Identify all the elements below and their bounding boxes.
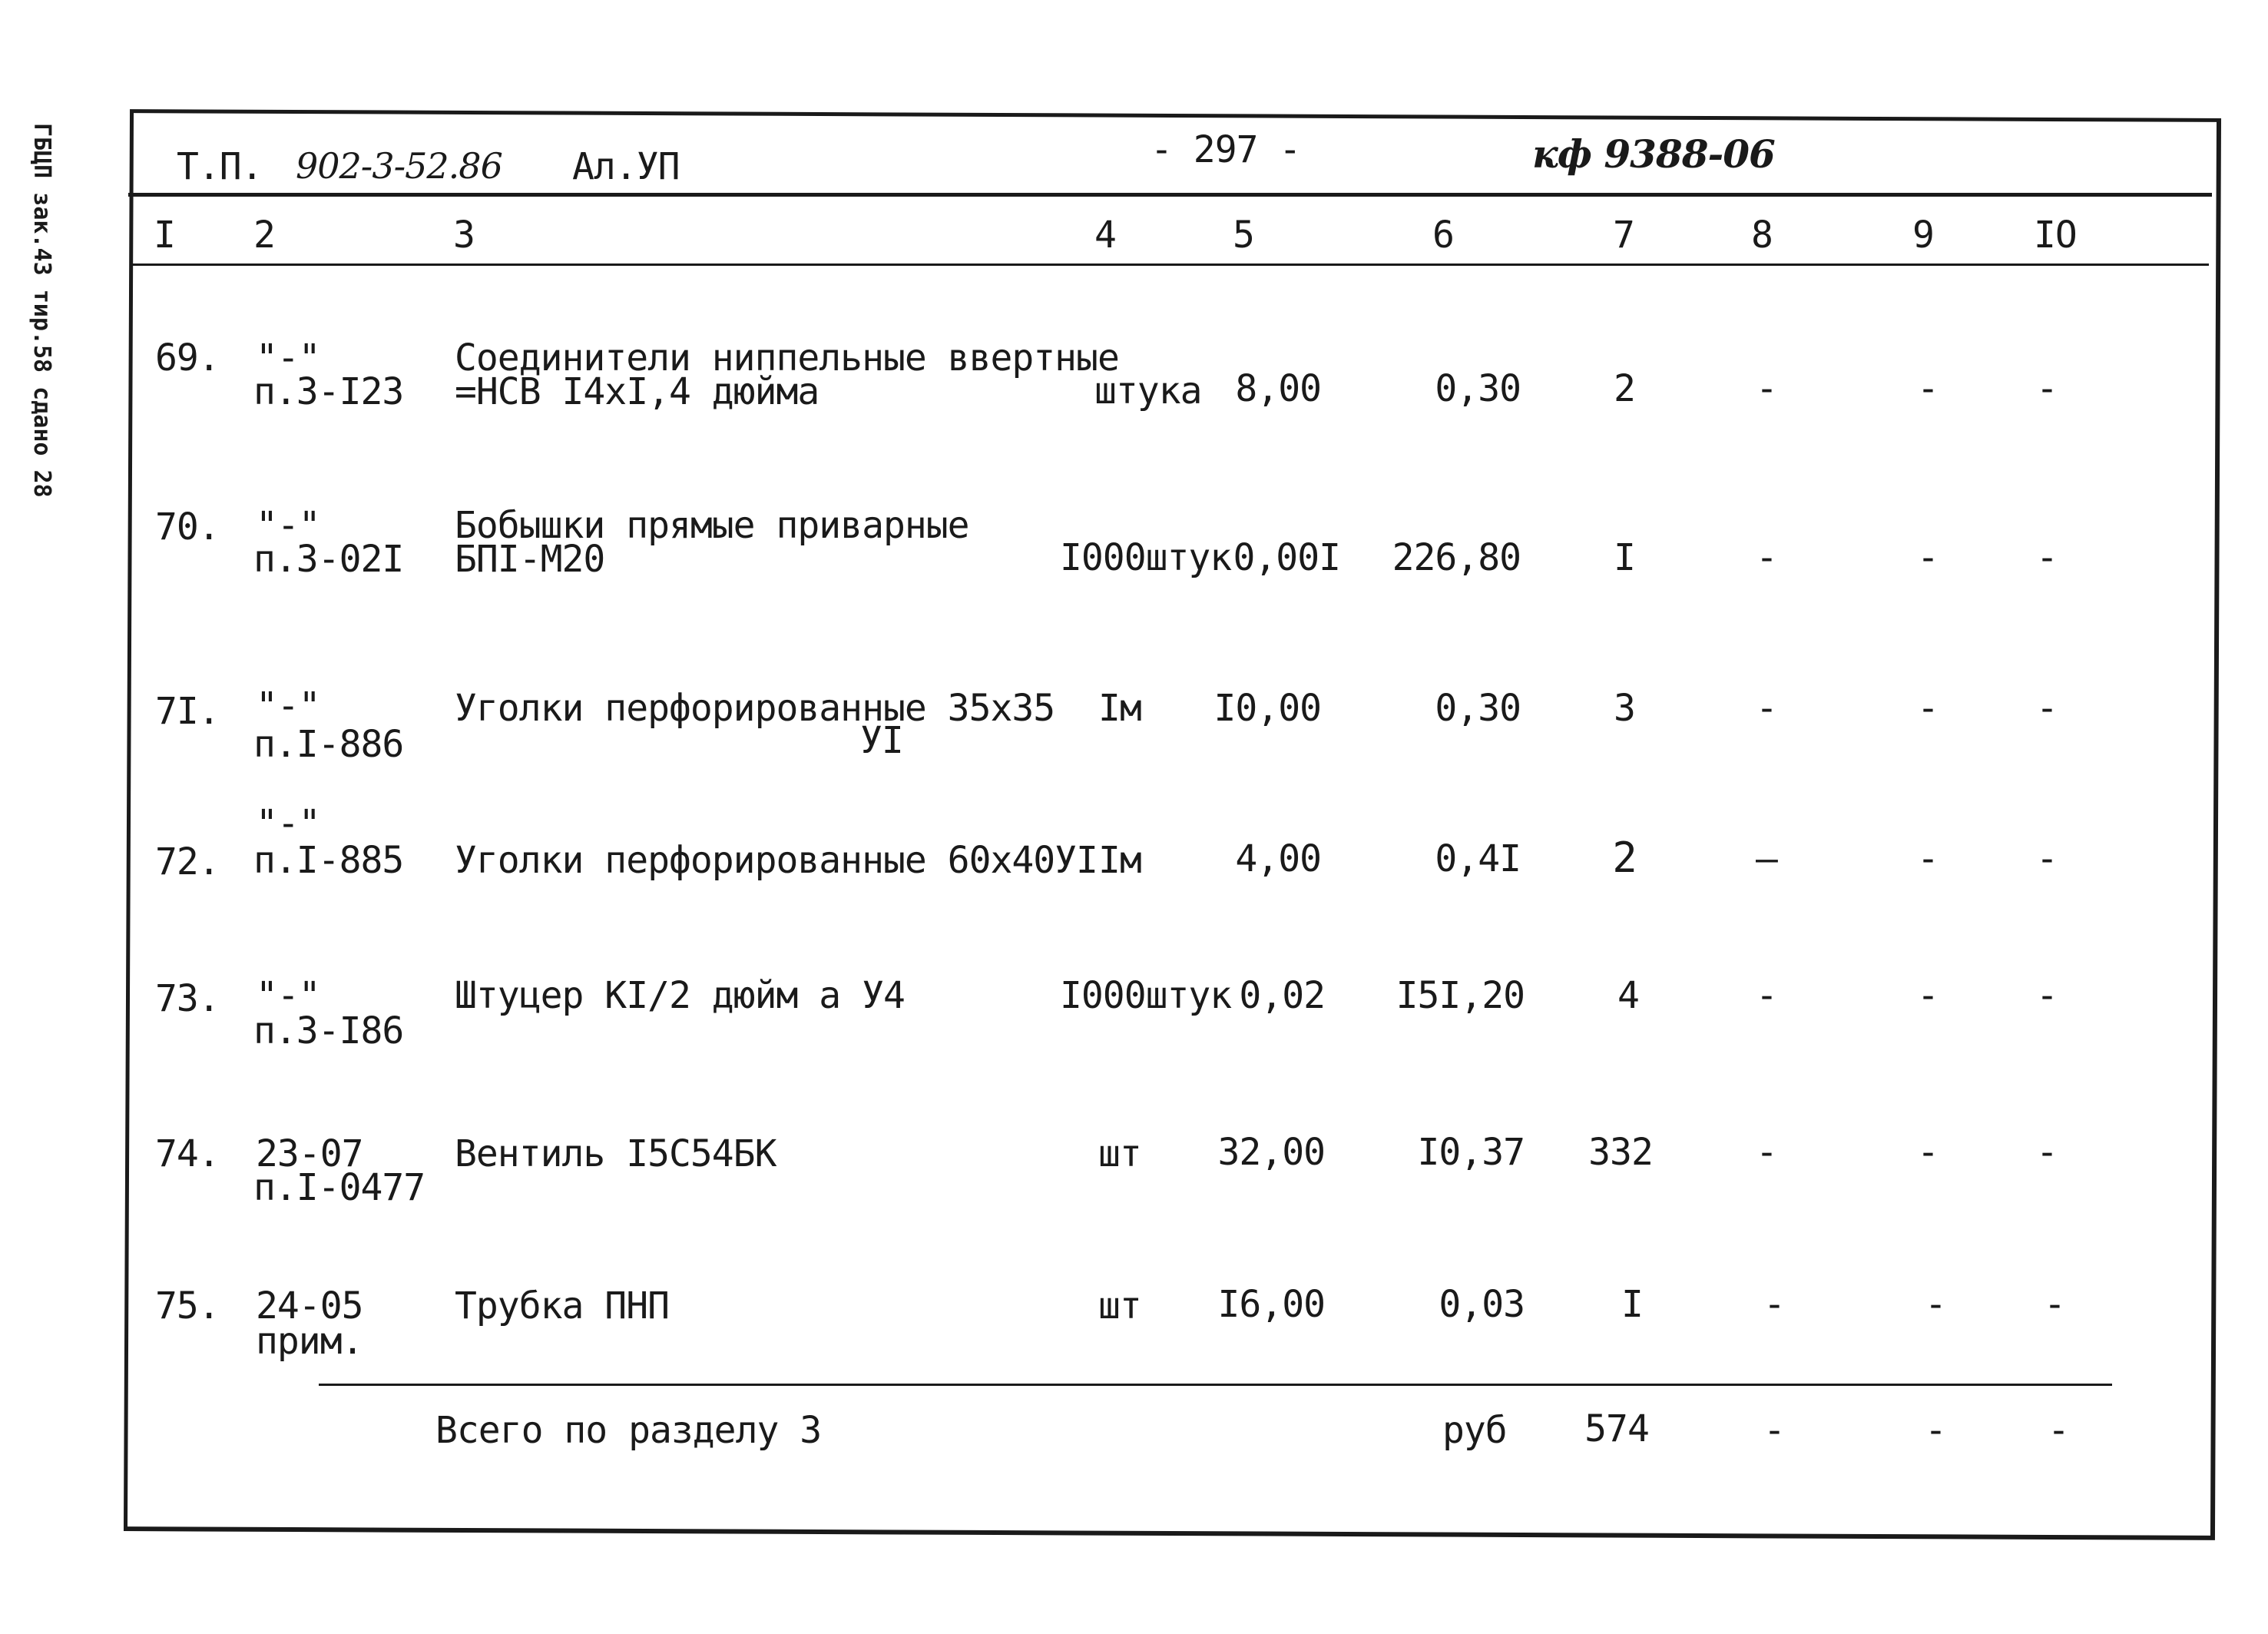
total-sum: 574 [1584,1407,1649,1450]
total-unit: руб [1442,1409,1507,1452]
column-header-4: 4 [1094,214,1116,257]
col10-value: - [2044,1283,2065,1326]
unit-price: 0,30 [1435,367,1521,410]
ref-line-1: 24-05 [256,1284,363,1327]
ref-line-2: п.3-I86 [253,1009,404,1052]
row-number: 75. [155,1284,220,1327]
total-cost: I [1614,536,1635,579]
column-header-1: I [154,214,175,257]
column-header-3: 3 [453,214,475,257]
col8-value: - [1756,1131,1777,1174]
ref-line-1: "-" [256,504,320,547]
quantity: 0,00I [1233,536,1340,579]
col8-value: - [1756,367,1777,410]
column-header-6: 6 [1432,214,1454,257]
col10-value: - [2036,536,2058,579]
description-line-1: Уголки перфорированные 60x40УI [455,839,1098,882]
ref-line-1: "-" [256,336,320,379]
description-line-2: УI [860,719,903,762]
total-col10: - [2048,1409,2069,1452]
unit: Iм [1098,839,1141,882]
ref-line-2: п.I-885 [253,839,404,882]
quantity: 8,00 [1235,367,1321,410]
ref-line-1: "-" [256,802,320,845]
margin-stamp-note: ГБЦП зак.43 тир.58 сдано 28 [28,123,55,498]
unit: I000штук [1060,536,1232,579]
unit: I000штук [1060,974,1232,1017]
unit-price: 0,4I [1435,837,1521,880]
document-code: кф 9388-06 [1532,131,1775,177]
ref-line-2: п.3-02I [253,538,404,581]
total-cost: 332 [1588,1131,1653,1174]
album-label: Ал.УП [572,145,680,188]
quantity: I6,00 [1217,1283,1325,1326]
col8-value: - [1763,1283,1785,1326]
col9-value: - [1917,536,1939,579]
total-label: Всего по разделу 3 [435,1409,822,1452]
quantity: 4,00 [1235,837,1321,880]
total-divider [319,1384,2112,1386]
unit-price: 0,30 [1435,687,1521,730]
unit-price: 0,03 [1439,1283,1525,1326]
description-line-2: =НСВ I4xI,4 дюйма [455,370,819,413]
header-divider [128,193,2212,197]
description-line-1: Штуцер КI/2 дюйм а У4 [455,974,905,1017]
unit: шт [1098,1284,1141,1327]
col9-value: - [1917,687,1939,730]
total-col8: - [1763,1409,1785,1452]
quantity: 32,00 [1217,1131,1325,1174]
column-header-10: IO [2034,214,2077,257]
description-line-1: Бобышки прямые приварные [455,504,969,547]
col10-value: - [2036,687,2058,730]
col8-value: — [1756,837,1777,880]
column-header-5: 5 [1233,214,1254,257]
unit: Iм [1098,687,1141,730]
unit-price: I0,37 [1417,1131,1525,1174]
ref-line-1: "-" [256,974,320,1017]
tp-label: Т.П. [177,145,263,188]
unit-price: I5I,20 [1396,974,1525,1017]
quantity: 0,02 [1239,974,1325,1017]
col10-value: - [2036,367,2058,410]
ref-line-2: п.I-0477 [253,1166,425,1209]
unit: штука [1094,370,1202,413]
col9-value: - [1917,837,1939,880]
row-number: 74. [155,1132,220,1175]
tp-number: 902-3-52.86 [296,145,502,187]
column-header-divider [131,263,2209,266]
unit-price: 226,80 [1392,536,1521,579]
row-number: 70. [155,505,220,549]
col9-value: - [1917,1131,1939,1174]
col8-value: - [1756,536,1777,579]
col8-value: - [1756,974,1777,1017]
row-number: 69. [155,336,220,379]
total-cost: I [1621,1283,1643,1326]
column-header-8: 8 [1751,214,1773,257]
total-cost: 2 [1612,834,1637,882]
description-line-1: Соединители ниппельные ввертные [455,336,1119,379]
ref-line-1: 23-07 [256,1132,363,1175]
col10-value: - [2036,837,2058,880]
description-line-1: Вентиль I5С54БК [455,1132,776,1175]
col8-value: - [1756,687,1777,730]
page-number: - 297 - [1151,128,1301,171]
unit: шт [1098,1132,1141,1175]
description-line-1: Уголки перфорированные 35x35 [455,687,1055,730]
column-header-2: 2 [253,214,275,257]
col10-value: - [2036,1131,2058,1174]
col9-value: - [1917,974,1939,1017]
row-number: 72. [155,840,220,883]
ref-line-2: п.I-886 [253,723,404,766]
total-cost: 3 [1614,687,1635,730]
description-line-2: БПI-M20 [455,538,605,581]
ref-line-1: "-" [256,684,320,728]
col9-value: - [1917,367,1939,410]
description-line-1: Трубка ПНП [455,1284,669,1327]
column-header-7: 7 [1613,214,1634,257]
ref-line-2: п.3-I23 [253,370,404,413]
quantity: I0,00 [1213,687,1321,730]
col9-value: - [1925,1283,1946,1326]
ref-line-2: прим. [256,1320,363,1363]
total-cost: 4 [1617,974,1639,1017]
row-number: 73. [155,977,220,1020]
table-frame [124,109,2221,1540]
total-cost: 2 [1614,367,1635,410]
column-header-9: 9 [1912,214,1934,257]
row-number: 7I. [155,690,220,733]
col10-value: - [2036,974,2058,1017]
total-col9: - [1925,1409,1946,1452]
